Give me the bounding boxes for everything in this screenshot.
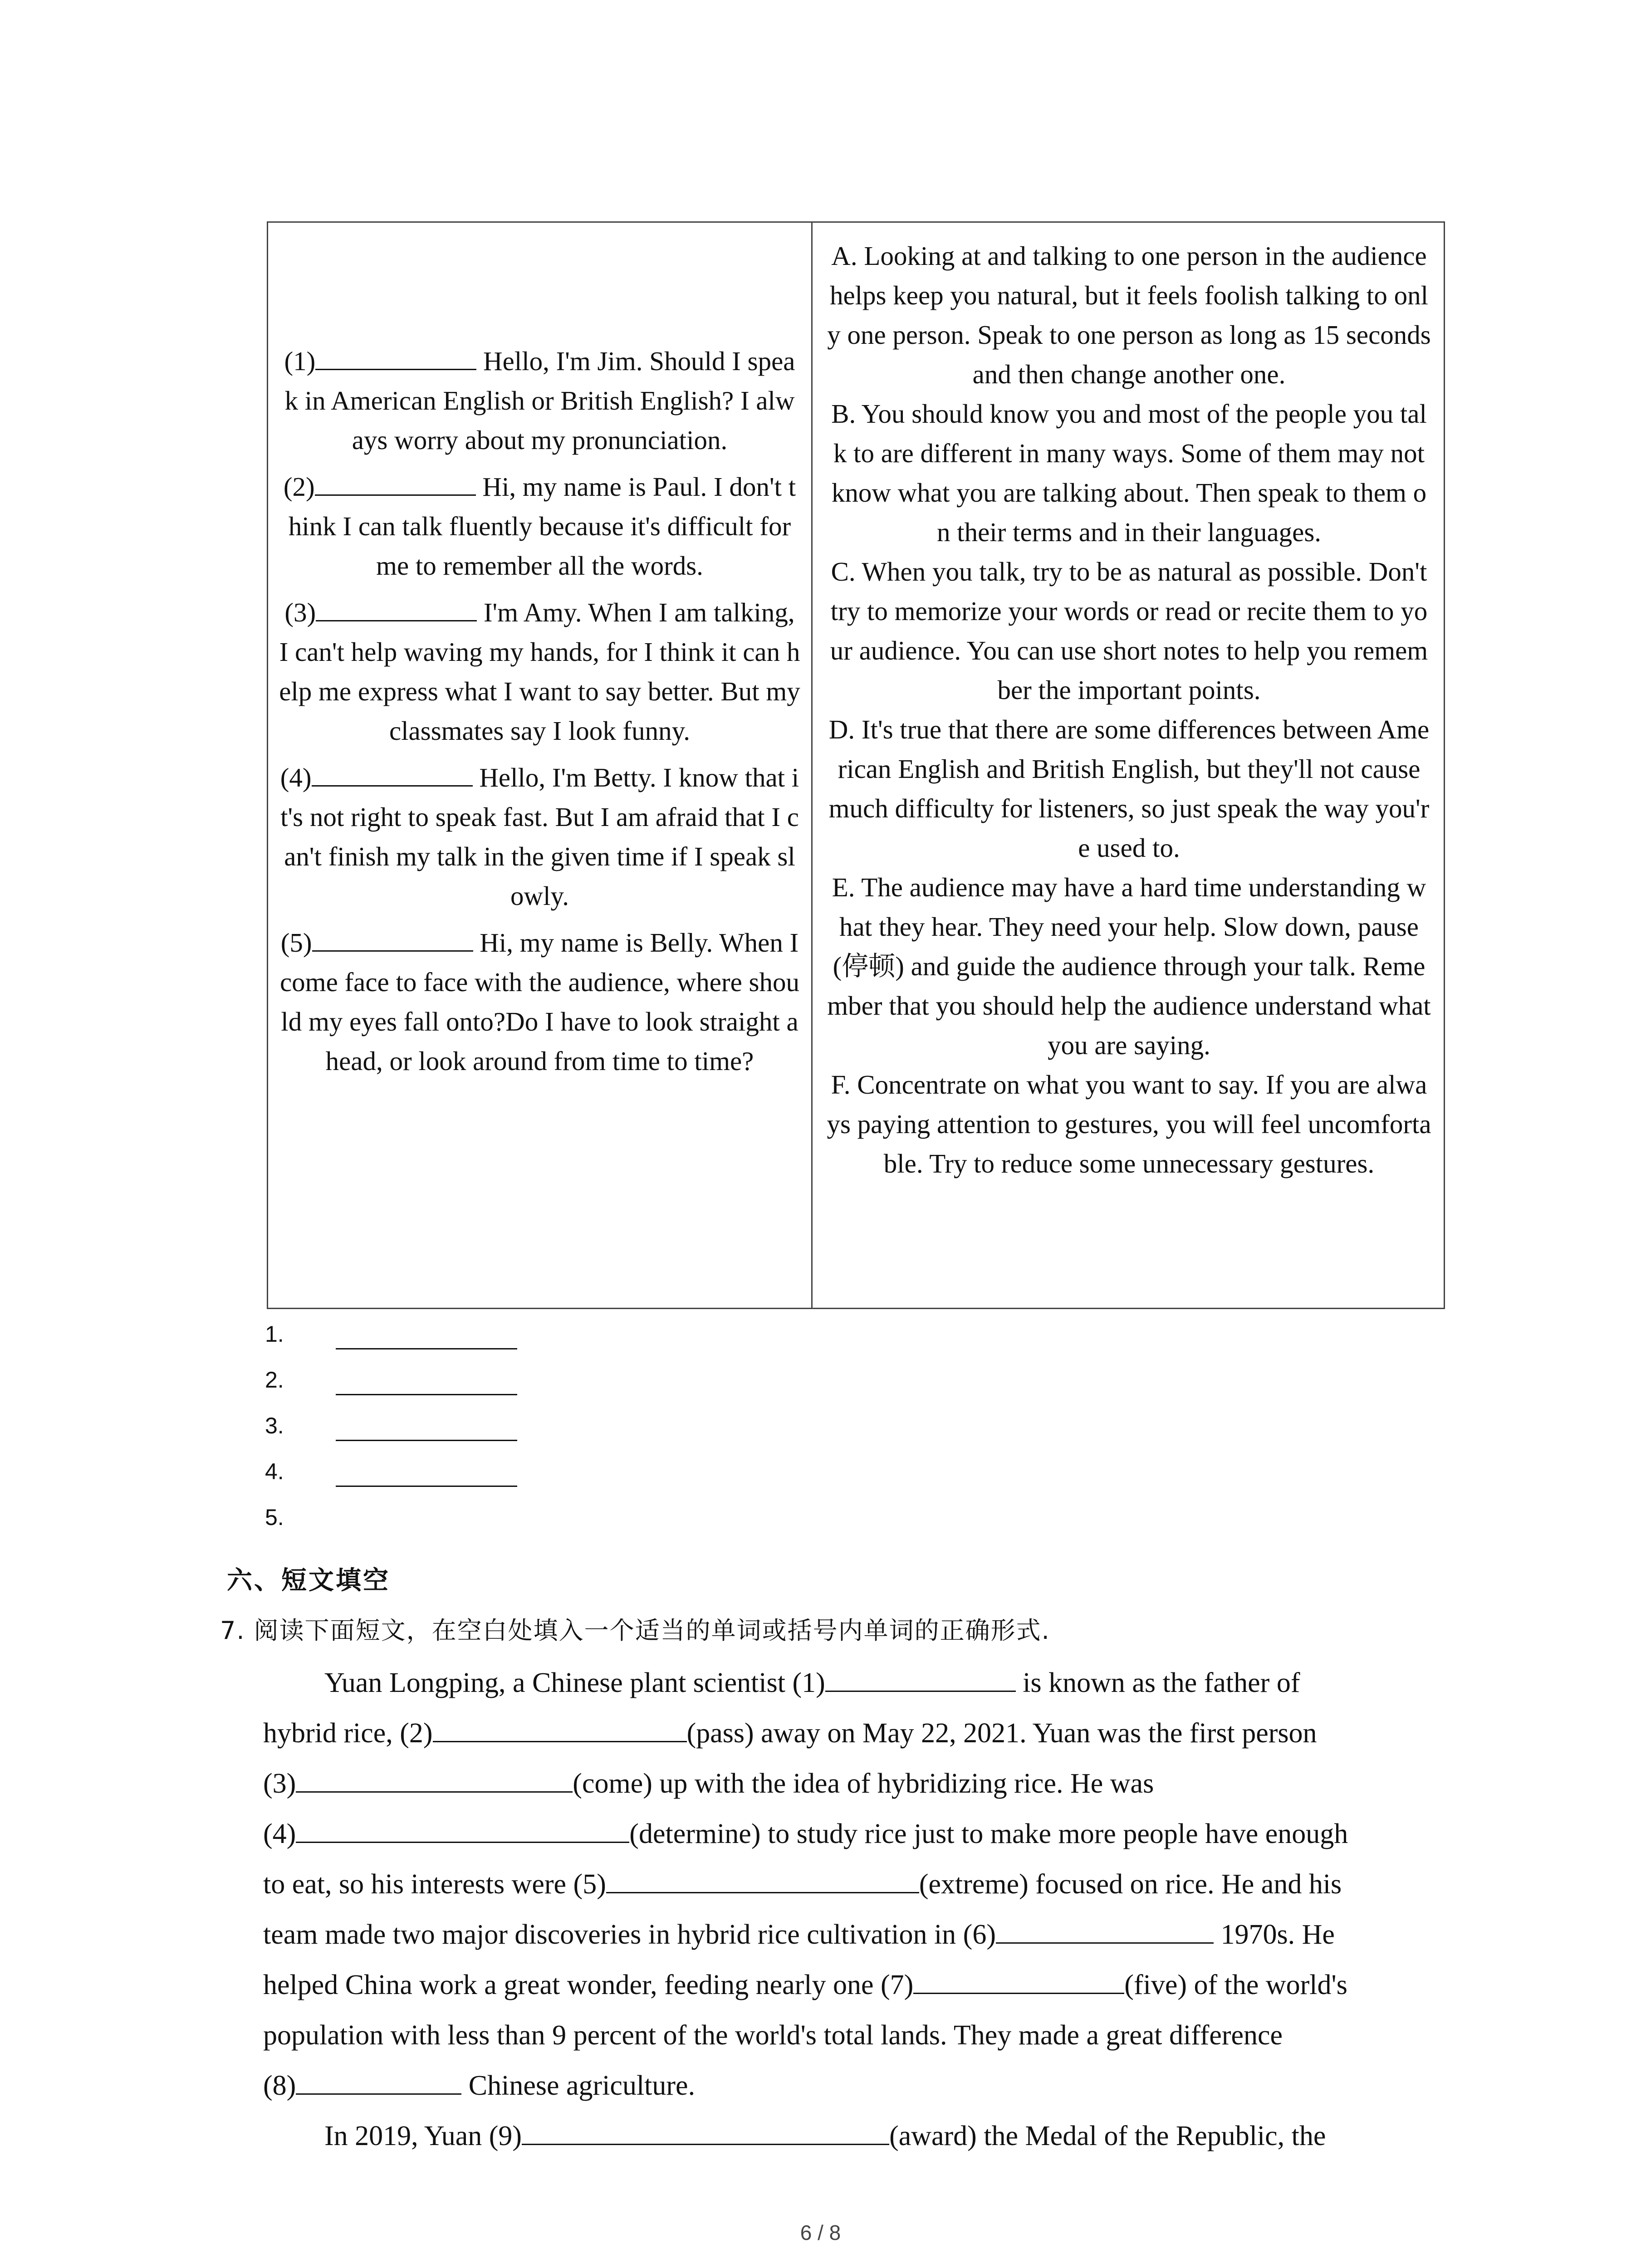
question-text: Hello, I'm Betty. I know that it's not right to speak fast. But I am afraid that I can't finish my talk in the given time if I speak slowly. [280, 763, 799, 911]
blank-2[interactable] [433, 1716, 687, 1742]
blank-5[interactable] [606, 1867, 919, 1893]
answer-number: 4. [265, 1459, 284, 1484]
answer-number: 2. [265, 1367, 284, 1393]
question-blank[interactable] [316, 596, 477, 621]
passage-text: (five) of the world's [1124, 1970, 1347, 2000]
section-title: 六、短文填空 [227, 1566, 390, 1595]
question-number: (3) [284, 597, 316, 627]
answer-blank[interactable] [336, 1348, 517, 1349]
passage-text: (extreme) focused on rice. He and his [919, 1869, 1342, 1900]
passage-line [263, 1859, 1425, 1910]
blank-1[interactable] [825, 1665, 1016, 1692]
questions-column [268, 223, 813, 1308]
question-blank[interactable] [312, 927, 473, 952]
blank-8[interactable] [296, 2068, 461, 2095]
blank-6[interactable] [996, 1917, 1214, 1944]
passage-line [263, 1708, 1425, 1759]
passage-text: hybrid rice, (2) [263, 1718, 433, 1749]
passage-line [263, 1809, 1425, 1859]
answer-blank[interactable] [336, 1394, 517, 1395]
answer-blank[interactable] [336, 1486, 517, 1487]
blank-7[interactable] [913, 1967, 1124, 1994]
passage-text: Chinese agriculture. [461, 2070, 696, 2101]
question-1 [279, 342, 800, 460]
options-column [813, 223, 1444, 1308]
question-blank[interactable] [315, 471, 476, 496]
passage-text: to eat, so his interests were (5) [263, 1869, 606, 1900]
passage [263, 1658, 1425, 2161]
blank-4[interactable] [296, 1816, 629, 1843]
passage-text: 1970s. He [1213, 1919, 1335, 1950]
passage-line: population with less than 9 percent of the world's total lands. They made a great difference [263, 2020, 1283, 2051]
question-3 [279, 593, 800, 751]
passage-text: (award) the Medal of the Republic, the [889, 2121, 1326, 2151]
question-blank[interactable] [315, 345, 476, 370]
answer-number: 5. [265, 1505, 284, 1530]
passage-text: (4) [263, 1818, 296, 1849]
question-number: (1) [284, 346, 316, 376]
passage-text: is known as the father of [1015, 1667, 1300, 1698]
question-number: (5) [280, 928, 312, 958]
question-text: I'm Amy. When I am talking, I can't help waving my hands, for I think it can help me express what I want to say better. But my classmates say I look funny. [279, 597, 800, 746]
option-b: B. You should know you and most of the people you talk to are different in many ways. Some of them may not know what you are talking about. Then speak to them on their terms and in their languages. [831, 399, 1427, 547]
passage-text: (come) up with the idea of hybridizing rice. He was [573, 1768, 1154, 1799]
passage-text: (8) [263, 2070, 296, 2101]
passage-text: (pass) away on May 22, 2021. Yuan was the first person [686, 1718, 1317, 1749]
option-d: D. It's true that there are some differences between American English and British English, but they'll not cause much difficulty for listeners, so just speak the way you're used to. [828, 714, 1430, 863]
passage-line [263, 1910, 1425, 1960]
passage-text: team made two major discoveries in hybrid rice cultivation in (6) [263, 1919, 996, 1950]
instruction: 7. 阅读下面短文，在空白处填入一个适当的单词或括号内单词的正确形式. [220, 1616, 1050, 1645]
answer-number: 3. [265, 1413, 284, 1438]
option-e: E. The audience may have a hard time understanding what they hear. They need your help. Slow down, pause (停顿) and guide the audience through your talk. Remember that you should help the audience understand what you are saying. [827, 872, 1431, 1060]
passage-text: In 2019, Yuan (9) [324, 2121, 522, 2151]
passage-line [263, 1658, 1425, 1708]
option-c: C. When you talk, try to be as natural as possible. Don't try to memorize your words or read or recite them to your audience. You can use short notes to help you remember the important points. [830, 557, 1428, 705]
passage-line [263, 2111, 1425, 2161]
passage-text: (3) [263, 1768, 296, 1799]
passage-line [263, 1960, 1425, 2010]
blank-9[interactable] [522, 2118, 889, 2145]
passage-text: helped China work a great wonder, feeding nearly one (7) [263, 1970, 914, 2000]
question-text: Hi, my name is Paul. I don't think I can talk fluently because it's difficult for me to remember all the words. [288, 472, 796, 581]
page-number: 6 / 8 [800, 2221, 841, 2244]
answer-blank[interactable] [336, 1440, 517, 1441]
question-number: (2) [283, 472, 315, 502]
question-text: Hi, my name is Belly. When I come face to face with the audience, where should my eyes fall onto?Do I have to look straight ahead, or look around from time to time? [279, 928, 800, 1076]
passage-line [263, 2061, 1425, 2111]
question-blank[interactable] [312, 762, 473, 787]
option-f: F. Concentrate on what you want to say. If you are always paying attention to gestures, you will feel uncomfortable. Try to reduce some unnecessary gestures. [827, 1070, 1431, 1178]
blank-3[interactable] [296, 1766, 573, 1793]
question-4 [279, 758, 800, 916]
question-2 [279, 467, 800, 586]
question-number: (4) [280, 763, 312, 792]
passage-text: (determine) to study rice just to make more people have enough [629, 1818, 1348, 1849]
answer-number: 1. [265, 1321, 284, 1347]
question-text: Hello, I'm Jim. Should I speak in American English or British English? I always worry about my pronunciation. [284, 346, 795, 455]
matching-table [267, 221, 1445, 1309]
option-a: A. Looking at and talking to one person in the audience helps keep you natural, but it feels foolish talking to only one person. Speak to one person as long as 15 seconds and then change another one. [827, 241, 1431, 389]
passage-text: Yuan Longping, a Chinese plant scientist (1) [324, 1667, 825, 1698]
question-5 [279, 923, 800, 1081]
passage-line [263, 1759, 1425, 1809]
